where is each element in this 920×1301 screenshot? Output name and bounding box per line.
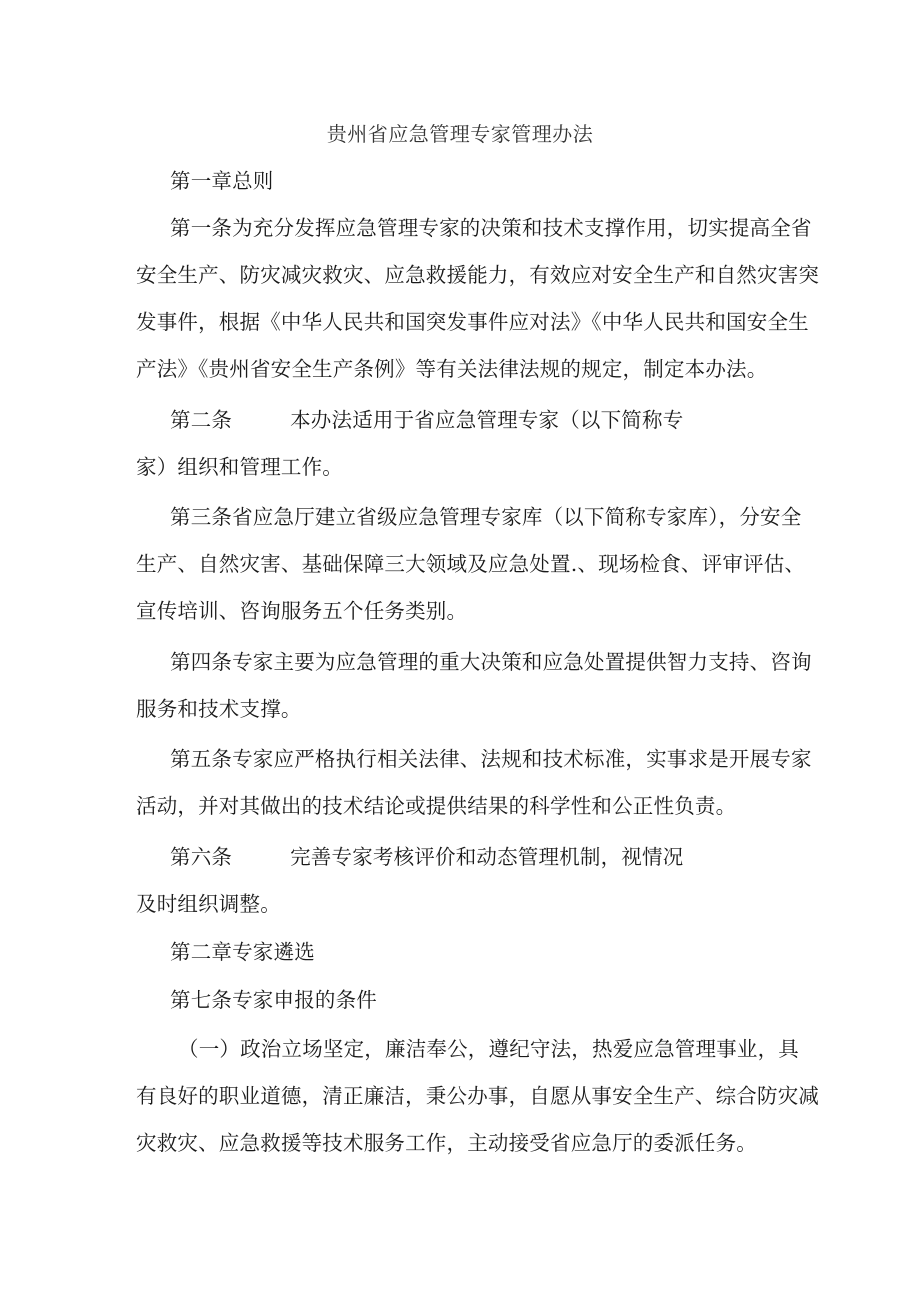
article-3-line-3: 宣传培训、咨询服务五个任务类别。 [136, 599, 468, 623]
article-4-line-2: 服务和技术支撑。 [136, 697, 302, 721]
article-1-line-4: 产法》《贵州省安全生产条例》等有关法律法规的规定，制定本办法。 [136, 357, 768, 381]
article-7-item-1-line-2: 有良好的职业道德，清正廉洁，秉公办事，自愿从事安全生产、综合防灾减 [136, 1084, 820, 1108]
chapter-1-heading: 第一章总则 [170, 169, 274, 193]
article-7-item-1-line-1: （一）政治立场坚定，廉洁奉公，遵纪守法，热爱应急管理事业，具 [178, 1037, 799, 1061]
article-6-text: 完善专家考核评价和动态管理机制，视情况 [290, 845, 684, 869]
article-6-line-2: 及时组织调整。 [136, 892, 281, 916]
chapter-2-heading: 第二章专家遴选 [170, 940, 315, 964]
article-5-line-2: 活动，并对其做出的技术结论或提供结果的科学性和公正性负责。 [136, 794, 737, 818]
article-5-line-1: 第五条专家应严格执行相关法律、法规和技术标准，实事求是开展专家 [170, 747, 812, 771]
document-title: 贵州省应急管理专家管理办法 [326, 122, 594, 146]
article-7-item-1-line-3: 灾救灾、应急救援等技术服务工作，主动接受省应急厅的委派任务。 [136, 1131, 757, 1155]
article-7-heading: 第七条专家申报的条件 [170, 988, 377, 1012]
article-1-line-3: 发事件，根据《中华人民共和国突发事件应对法》《中华人民共和国安全生 [136, 310, 809, 334]
article-3-line-2: 生产、自然灾害、基础保障三大领域及应急处置.、现场检食、评审评估、 [136, 552, 806, 576]
article-2-line-2: 家）组织和管理工作。 [136, 455, 343, 479]
article-2-text: 本办法适用于省应急管理专家（以下简称专 [290, 408, 684, 432]
article-4-line-1: 第四条专家主要为应急管理的重大决策和应急处置提供智力支持、咨询 [170, 650, 812, 674]
article-6-line-1 [170, 842, 683, 872]
article-1-line-1: 第一条为充分发挥应急管理专家的决策和技术支撑作用，切实提高全省 [170, 216, 812, 240]
article-2-label: 第二条 [170, 408, 233, 432]
article-1-line-2: 安全生产、防灾减灾救灾、应急救援能力，有效应对安全生产和自然灾害突 [136, 263, 820, 287]
article-2-line-1 [170, 405, 683, 435]
article-6-label: 第六条 [170, 845, 233, 869]
article-3-line-1: 第三条省应急厅建立省级应急管理专家库（以下简称专家库），分安全 [170, 505, 802, 529]
